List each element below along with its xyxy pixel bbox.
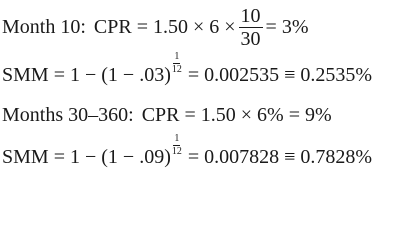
equation-month-10 <box>2 6 309 49</box>
smm-expression-left: SMM = 1 − (1 − .03) <box>2 64 171 86</box>
exponent-denominator: 12 <box>171 64 182 75</box>
smm-expression-right: = 0.002535 ≡ 0.2535% <box>187 64 373 86</box>
cpr-expression: CPR = 1.50 × 6% = 9% <box>141 104 332 126</box>
exponent-one-twelfth <box>172 134 182 157</box>
exponent-numerator: 1 <box>174 51 180 62</box>
equation-smm-months-30-360 <box>2 133 373 169</box>
exponent-denominator: 12 <box>171 146 182 157</box>
smm-expression-right: = 0.007828 ≡ 0.7828% <box>187 146 373 168</box>
equation-smm-month-10 <box>2 51 373 87</box>
exponent-one-twelfth <box>172 52 182 75</box>
equation-months-30-360 <box>2 104 332 127</box>
smm-expression-left: SMM = 1 − (1 − .09) <box>2 146 171 168</box>
fraction-denominator: 30 <box>240 28 261 51</box>
cpr-expression-right: = 3% <box>265 16 309 39</box>
months-30-360-label: Months 30–360: <box>2 104 134 126</box>
fraction-numerator: 10 <box>240 5 261 27</box>
cpr-expression-left: CPR = 1.50 × 6 × <box>93 16 236 39</box>
month-10-label: Month 10: <box>2 16 86 39</box>
exponent-numerator: 1 <box>174 133 180 144</box>
fraction-10-over-30 <box>239 6 263 49</box>
